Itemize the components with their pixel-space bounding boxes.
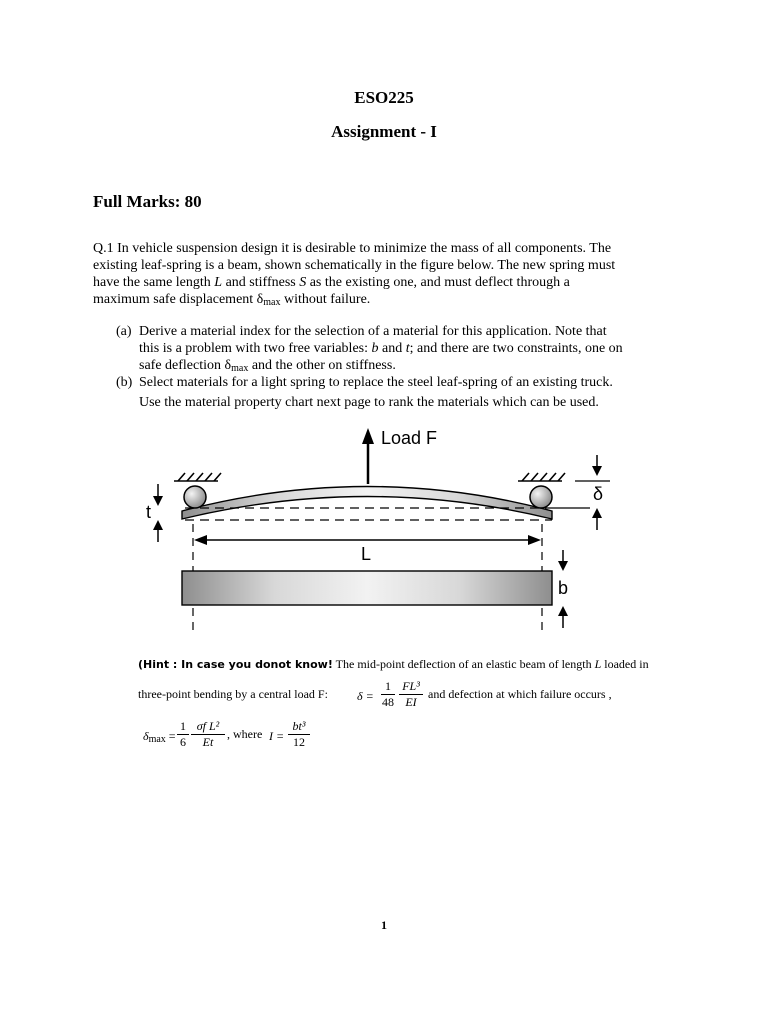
hint-heading: (Hint : In case you donot know!	[138, 658, 333, 671]
fraction-sigma-L2-Et: $\frac{\text{σf L²}}{Et}$	[191, 719, 225, 750]
left-support-hatch	[174, 473, 221, 481]
part-b-line-2: Use the material property chart next page to rank the materials which can be used.	[139, 395, 599, 410]
q1-line-4: maximum safe displacement $\delta_{max}$ without failure.	[93, 292, 371, 308]
I-symbol: I =	[269, 729, 285, 743]
fraction-1-48: $\frac{1}{48}$	[382, 679, 394, 709]
fraction-1-6: $\frac{1}{6}$	[177, 719, 189, 750]
t-arrow-down	[153, 496, 163, 506]
delta-arrow-up	[592, 508, 602, 518]
assignment-title: Assignment - I	[331, 122, 437, 141]
leaf-spring-curved	[182, 487, 552, 520]
delta-symbol: δ =	[357, 689, 374, 703]
hint-line-2: three-point bending by a central load F:	[138, 687, 328, 701]
where-text: , where	[227, 727, 263, 741]
part-a-line-2: this is a problem with two free variables: b and t; and there are two constraints, one on	[139, 341, 623, 356]
t-label: t	[146, 502, 152, 522]
b-arrow-up	[558, 606, 568, 616]
right-roller	[530, 486, 552, 508]
delta-max-symbol: $\delta_{max}$ =	[143, 729, 176, 745]
part-a-line-3: safe deflection $\delta_{max}$ and the other on stiffness.	[139, 358, 396, 374]
hint-failure-text: and defection at which failure occurs ,	[428, 687, 612, 701]
t-arrow-up	[153, 520, 163, 530]
b-label: b	[558, 578, 569, 598]
b-arrow-down	[558, 561, 568, 571]
part-b-label: (b)	[116, 375, 133, 390]
left-roller	[184, 486, 206, 508]
part-b-line-1: Select materials for a light spring to replace the steel leaf-spring of an existing truck.	[139, 375, 613, 390]
part-a-line-1: Derive a material index for the selection of a material for this application. Note that	[139, 324, 607, 339]
q1-line-1: Q.1 In vehicle suspension design it is desirable to minimize the mass of all components. The	[93, 241, 612, 256]
fraction-FL3-EI: $\frac{\text{FL³}}{EI}$	[399, 679, 423, 710]
full-marks: Full Marks: 80	[93, 192, 202, 211]
beam-plan-view	[182, 571, 552, 605]
load-arrowhead	[362, 428, 374, 444]
delta-label: δ	[593, 484, 604, 504]
course-code: ESO225	[354, 88, 414, 107]
length-label: L	[361, 544, 372, 564]
hint-line-1: (Hint : In case you donot know! The mid-point deflection of an elastic beam of length L loaded in	[138, 657, 649, 671]
load-label: Load F	[381, 428, 438, 448]
fraction-bt3-12: $\frac{\text{bt³}}{12}$	[288, 719, 310, 750]
dashed-reference-beam	[185, 508, 552, 520]
part-a-label: (a)	[116, 324, 132, 339]
page-number: 1	[381, 918, 387, 932]
right-support-hatch	[518, 473, 565, 481]
q1-line-3: have the same length L and stiffness S as the existing one, and must deflect through a	[93, 275, 570, 290]
q1-line-2: existing leaf-spring is a beam, shown schematically in the figure below. The new spring must	[93, 258, 616, 273]
delta-arrow-down	[592, 466, 602, 476]
